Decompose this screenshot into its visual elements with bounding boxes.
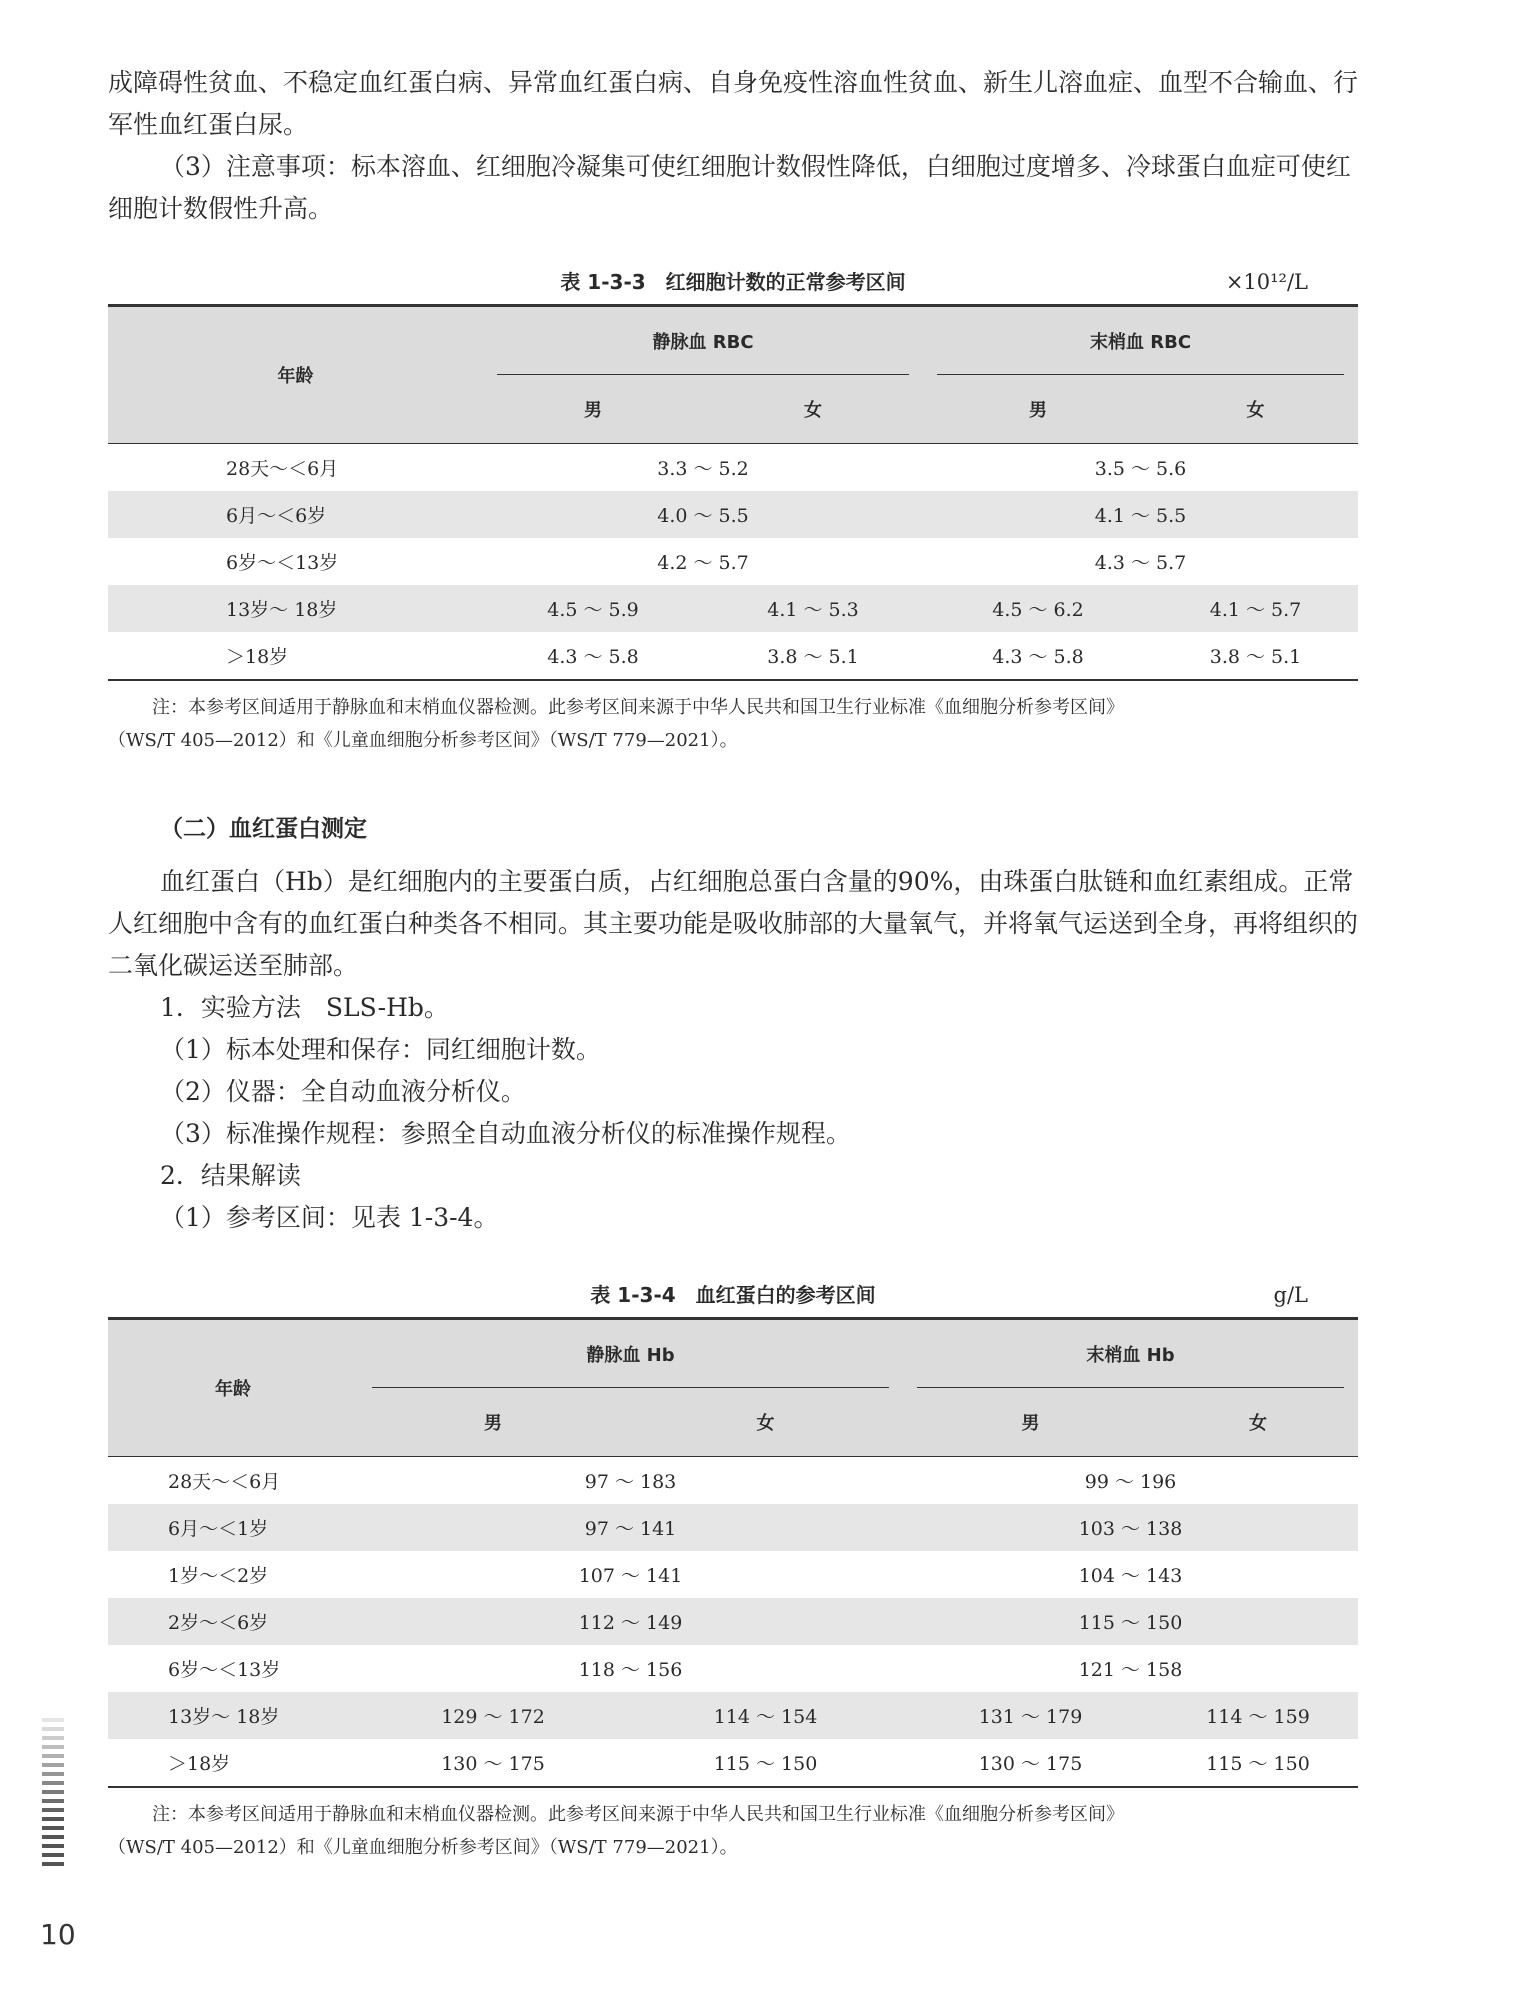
value-cell: 3.8 ～ 5.1 — [767, 646, 859, 668]
value-cell: 97 ～ 183 — [584, 1471, 677, 1493]
table-row — [108, 1551, 1358, 1598]
section-heading: （二）血红蛋白测定 — [160, 816, 367, 842]
value-cell: 107 ～ 141 — [578, 1565, 683, 1587]
age-header: 年龄 — [108, 306, 483, 444]
value-cell: 114 ～ 159 — [1158, 1692, 1358, 1739]
table-row — [108, 1457, 1358, 1505]
table-row — [108, 1598, 1358, 1645]
value-cell: 4.3 ～ 5.8 — [547, 646, 639, 668]
female-header: 女 — [628, 1388, 903, 1457]
value-cell: 4.1 ～ 5.5 — [923, 491, 1358, 538]
male-header: 男 — [483, 375, 703, 444]
table-row — [108, 1692, 1358, 1739]
value-cell: 97 ～ 141 — [358, 1504, 903, 1551]
female-header: 女 — [1153, 375, 1358, 444]
value-cell: 4.5 ～ 6.2 — [923, 585, 1153, 632]
list-item: （1）标本处理和保存：同红细胞计数。 — [160, 1035, 601, 1064]
value-cell: 112 ～ 149 — [358, 1598, 903, 1645]
list-item: 1．实验方法 SLS-Hb。 — [160, 993, 449, 1022]
table-row — [108, 632, 1358, 680]
value-cell: 121 ～ 158 — [1078, 1659, 1183, 1681]
value-cell: 4.2 ～ 5.7 — [657, 552, 749, 574]
age-cell: 1岁～＜2岁 — [168, 1565, 269, 1587]
value-cell: 4.5 ～ 5.9 — [483, 585, 703, 632]
male-header: 男 — [358, 1388, 628, 1457]
value-cell: 3.5 ～ 5.6 — [1094, 458, 1187, 480]
table-rbc-grid — [108, 304, 1358, 681]
table-hb-title: 表 1-3-4 血红蛋白的参考区间 — [590, 1283, 876, 1307]
value-cell: 4.3 ～ 5.7 — [1094, 552, 1187, 574]
table-hb-note: 注：本参考区间适用于静脉血和末梢血仪器检测。此参考区间来源于中华人民共和国卫生行业标准《血细胞分析参考区间》 （WS/T 405—2012）和《儿童血细胞分析参考区间》（WS/T 779—2021）。 — [108, 1804, 1124, 1858]
value-cell: 4.3 ～ 5.8 — [992, 646, 1084, 668]
intro-paragraph: 成障碍性贫血、不稳定血红蛋白病、异常血红蛋白病、自身免疫性溶血性贫血、新生儿溶血症、血型不合输血、行军性血红蛋白尿。 — [108, 68, 1359, 139]
venous-rbc-header: 静脉血 RBC — [483, 306, 923, 376]
table-hb — [108, 1273, 1358, 1864]
page-content — [108, 62, 1358, 1864]
page-margin-marker — [42, 1718, 64, 1871]
value-cell: 129 ～ 172 — [358, 1692, 628, 1739]
table-rbc-caption — [108, 260, 1358, 304]
table-row — [108, 585, 1358, 632]
age-cell: ＞18岁 — [226, 646, 289, 668]
age-cell: 6岁～＜13岁 — [168, 1659, 281, 1681]
table-rbc-title: 表 1-3-3 红细胞计数的正常参考区间 — [560, 270, 906, 294]
age-header: 年龄 — [108, 1319, 358, 1457]
age-cell: 6月～＜1岁 — [108, 1504, 358, 1551]
female-header: 女 — [703, 375, 923, 444]
peripheral-hb-header: 末梢血 Hb — [903, 1319, 1358, 1389]
value-cell: 114 ～ 154 — [628, 1692, 903, 1739]
age-cell: 28天～＜6月 — [226, 458, 339, 480]
value-cell: 3.8 ～ 5.1 — [1209, 646, 1302, 668]
value-cell: 99 ～ 196 — [1084, 1471, 1177, 1493]
age-cell: 13岁～ 18岁 — [108, 585, 483, 632]
table-row — [108, 1645, 1358, 1692]
list-item: （2）仪器：全自动血液分析仪。 — [160, 1077, 526, 1106]
table-hb-grid — [108, 1317, 1358, 1788]
list-item: 2．结果解读 — [160, 1161, 301, 1190]
page-number: 10 — [40, 1918, 76, 1951]
peripheral-rbc-header: 末梢血 RBC — [923, 306, 1358, 376]
value-cell: 118 ～ 156 — [578, 1659, 683, 1681]
value-cell: 4.1 ～ 5.7 — [1153, 585, 1358, 632]
value-cell: 3.3 ～ 5.2 — [657, 458, 749, 480]
table-hb-unit: g/L — [1273, 1283, 1308, 1307]
value-cell: 115 ～ 150 — [1206, 1753, 1310, 1775]
table-row — [108, 538, 1358, 585]
value-cell: 130 ～ 175 — [441, 1753, 545, 1775]
value-cell: 131 ～ 179 — [903, 1692, 1158, 1739]
value-cell: 115 ～ 150 — [903, 1598, 1358, 1645]
male-header: 男 — [903, 1388, 1158, 1457]
age-cell: ＞18岁 — [168, 1753, 231, 1775]
value-cell: 104 ～ 143 — [1078, 1565, 1183, 1587]
table-row — [108, 1504, 1358, 1551]
list-item: （3）标准操作规程：参照全自动血液分析仪的标准操作规程。 — [160, 1119, 851, 1148]
value-cell: 130 ～ 175 — [978, 1753, 1083, 1775]
table-row — [108, 444, 1358, 492]
value-cell: 103 ～ 138 — [903, 1504, 1358, 1551]
table-rbc — [108, 260, 1358, 757]
venous-hb-header: 静脉血 Hb — [358, 1319, 903, 1389]
female-header: 女 — [1158, 1388, 1358, 1457]
attention-paragraph: （3）注意事项：标本溶血、红细胞冷凝集可使红细胞计数假性降低，白细胞过度增多、冷球蛋白血症可使红细胞计数假性升高。 — [108, 152, 1351, 223]
table-rbc-unit: ×10¹²/L — [1225, 270, 1308, 294]
age-cell: 28天～＜6月 — [168, 1471, 281, 1493]
value-cell: 115 ～ 150 — [713, 1753, 818, 1775]
table-rbc-note: 注：本参考区间适用于静脉血和末梢血仪器检测。此参考区间来源于中华人民共和国卫生行业标准《血细胞分析参考区间》 （WS/T 405—2012）和《儿童血细胞分析参考区间》（WS/T 779—2021）。 — [108, 697, 1124, 751]
age-cell: 13岁～ 18岁 — [108, 1692, 358, 1739]
age-cell: 2岁～＜6岁 — [108, 1598, 358, 1645]
age-cell: 6月～＜6岁 — [108, 491, 483, 538]
male-header: 男 — [923, 375, 1153, 444]
table-row — [108, 1739, 1358, 1787]
value-cell: 4.1 ～ 5.3 — [703, 585, 923, 632]
age-cell: 6岁～＜13岁 — [226, 552, 339, 574]
list-item: （1）参考区间：见表 1-3-4。 — [160, 1203, 499, 1232]
hb-paragraph: 血红蛋白（Hb）是红细胞内的主要蛋白质，占红细胞总蛋白含量的90%，由珠蛋白肽链和血红素组成。正常人红细胞中含有的血红蛋白种类各不相同。其主要功能是吸收肺部的大量氧气，并将氧气运送到全身，再将组织的二氧化碳运送至肺部。 — [108, 867, 1359, 980]
table-hb-caption — [108, 1273, 1358, 1317]
value-cell: 4.0 ～ 5.5 — [483, 491, 923, 538]
table-row — [108, 491, 1358, 538]
